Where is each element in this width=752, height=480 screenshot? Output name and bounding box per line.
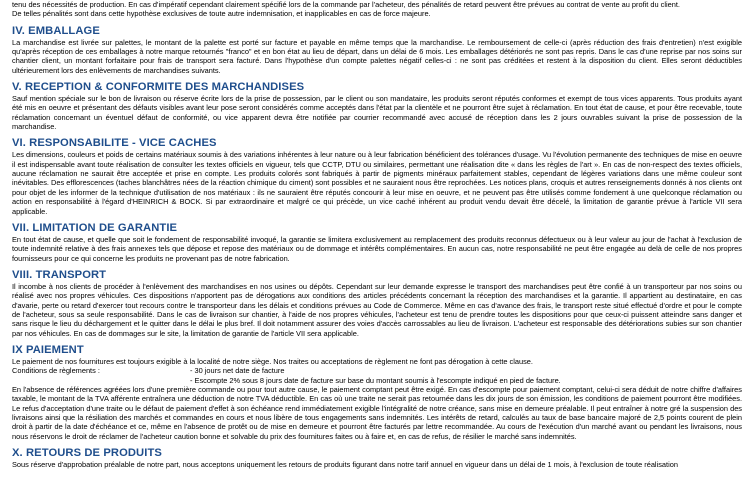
section-responsabilite [12, 137, 742, 215]
section-paragraph: Il incombe à nos clients de procéder à l'enlèvement des marchandises en nos usines ou dépôts. Cependant sur leur demande expresse le transport des marchandises peut être confié à un transporteur par nos soins ou réalisé avec nos propres véhicules. Ces dispositions n'apportent pas de dérogations aux conditions des articles précédents concernant la réception des marchandises et la garantie. Il appartient au destinataire, en cas d'avarie, perte ou retard d'exercer tout recours contre le transporteur dans les délais et conditions prévues au Code de Commerce. Même en cas d'avance des frais, le transport reste situé effectué d'ordre et pour le compte de l'acheteur, sous sa seule responsabilité. Dans le cas de livraison sur chantier, à l'aide de nos propres véhicules, l'acheteur est tenu de prendre toutes les dispositions pour que ceux-ci puissent atteindre sans danger et sans risque le lieu du déchargement et le quitter dans le délai le plus bref. Il doit notamment assurer des voies d'accès carrossables au lieu de livraison. L'acheteur est responsable des détériorations subies sur son chantier par nos véhicules. En cas de dommages sur le site, la limitation de garantie de l'article VII sera applicable. [12, 281, 742, 338]
intro-text [12, 0, 742, 19]
section-paragraph: Sauf mention spéciale sur le bon de livraison ou réserve écrite lors de la prise de possession, par le client ou son mandataire, les produits seront réputés conformes et exempt de tous vices apparents. Tous produits ayant été mis en oeuvre et présentant des défauts visibles avant leur pose seront considérés comme acceptés dans l'état par la clientèle et ne pourront être sujet à réclamation. En tout état de cause, et pour être recevable, toute réclamation concernant un éventuel défaut de conformité, ou vice apparent devra être notifiée par courrier recommandé avec accusé de réception dans les 2 jours ouvrables suivant la prise de possession de la marchandise. [12, 94, 742, 132]
section-paragraph: Sous réserve d'approbation préalable de notre part, nous acceptons uniquement les retours de produits figurant dans notre tarif annuel en vigueur dans un délai de 1 mois, à l'exclusion de toute réalisation [12, 460, 678, 470]
conditions-label: Conditions de règlements : [12, 366, 100, 376]
section-paragraph: En tout état de cause, et quelle que soit le fondement de responsabilité invoqué, la garantie se limitera exclusivement au remplacement des produits reconnus défectueux ou à leur valeur au jour de l'achat à l'exclusion de toute indemnité relative à des frais annexes tels que dépose et repose des matériaux ou de dommage et intérêts complémentaires. En aucun cas, notre responsabilité ne peut être engagée au delà de celle de nos propres fournisseurs pour ce qui concerne les produits ne provenant pas de notre fabrication. [12, 234, 742, 263]
section-paragraph: Les dimensions, couleurs et poids de certains matériaux soumis à des variations inhérentes à leur nature ou à leur fabrication bénéficient des tolérances d'usage. Vu l'évolution permanente des techniques de mise en oeuvre il est indispensable avant toute réalisation de consulter les textes officiels en vigueur, tels que CCTP, DTU ou similaires, permettant une réalisation dite « dans les règles de l'art ». En cas de non-respect des textes officiels, aucune réclamation ne saurait être acceptée et prise en compte. Les produits colorés sont fabriqués à partir de pigments minéraux parfaitement stables, cependant de légères variations dans une même couleur sont inévitables. Des efflorescences (taches blanchâtres nées de la réaction chimique du ciment) sont possibles et ne sauraient nous être reprochées. Les notices plans, croquis et autres renseignements donnés à nos clients ont pour objet de les informer de la technique d'utilisation de nos matériaux : ils ne sauraient être réputés concourir à leur mise en oeuvre, et ne peuvent pas être utilisés comme fondement à une quelconque réclamation ou action en responsabilité à l'égard d'HEINRICH & BOCK. Si par extraordinaire et malgré ce qui précède, un vice caché inhérent au produit vendu devait être décelé, la limitation de garantie prévue à l'article VII sera applicable. [12, 150, 742, 216]
section-title: VII. LIMITATION DE GARANTIE [12, 221, 178, 234]
intro-line: tenu des nécessités de production. En cas d'impératif cependant clairement spécifié lors de la commande par l'acheteur, des pénalités de retard peuvent être prévues au contrat de vente au profit du client. [12, 0, 680, 9]
section-paragraph: En l'absence de références agréées lors d'une première commande ou pour tout autre cause, le paiement comptant peut être exigé. En cas d'escompte pour paiement comptant, celui-ci sera déduit de notre chiffre d'affaires taxable, le montant de la TVA afférente entraînera une déduction de notre TVA déductible. En cas où une traite ne serait pas retournée dans les dix jours de son émission, les conditions de paiement pourront être modifiées. Le refus d'acceptation d'une traite ou le défaut de paiement d'effet à son échéance rend immédiatement exigible l'intégralité de notre créance, sans mise en demeure préalable. Il peut entraîner à notre gré la suspension des livraisons ainsi que la résiliation des marchés et commandes en cours et nous libère de tous engagements sans indemnités. Les intérêts de retard, calculés au taux de base bancaire majoré de 2,5 points courent de plein droit à partir de la date d'échéance et ce, même en l'absence de protêt ou de mise en demeure et pourront être facturés par lettre recommandée. Au cours de l'exécution d'un marché avant ou pendant les livraisons, nous nous réservons le droit de réclamer de l'acheteur caution bonne et solvable du prix des fournitures faites ou à faire et, en cas de refus, de résilier le marché sans indemnités. [12, 384, 742, 441]
section-title: IX PAIEMENT [12, 343, 84, 356]
condition-item: - Escompte 2% sous 8 jours date de facture sur base du montant soumis à l'escompte indiqué en pied de facture. [190, 375, 561, 385]
section-retours [12, 447, 742, 469]
section-garantie [12, 222, 742, 263]
section-title: V. RECEPTION & CONFORMITE DES MARCHANDISES [12, 81, 305, 94]
section-title: VI. RESPONSABILITE - VICE CACHES [12, 137, 217, 150]
section-paiement [12, 344, 742, 441]
payment-conditions [12, 366, 561, 385]
section-emballage [12, 25, 742, 75]
condition-item: - 30 jours net date de facture [190, 366, 285, 376]
section-paragraph: La marchandise est livrée sur palettes, le montant de la palette est porté sur facture et payable en même temps que la marchandise. Le remboursement de celle-ci (après réduction des frais d'entretien) n'est exigible qu'après réception de ces emballages à notre marque retournés "franco" et en bon état au lieu de départ, dans un délai de 6 mois. Les emballages détériorés ne sont pas repris. Dans le cas d'une reprise par nos soins sur chantier client, un montant forfaitaire pour frais de transport sera facturé. Dans l'hypothèse d'un compte palettes négatif celles-ci : ne sont pas créditées et restent à la disposition du client. Elles seront déductibles ultérieurement lors des enlèvements de marchandises suivants. [12, 37, 742, 75]
section-reception [12, 81, 742, 131]
intro-line: De telles pénalités sont dans cette hypothèse exclusives de toute autre indemnisation, et inapplicables en cas de force majeure. [12, 9, 431, 19]
section-title: X. RETOURS DE PRODUITS [12, 447, 162, 460]
section-title: VIII. TRANSPORT [12, 268, 107, 281]
section-title: IV. EMBALLAGE [12, 24, 100, 37]
section-paragraph: Le paiement de nos fournitures est toujours exigible à la localité de notre siège. Nos traites ou acceptations de règlement ne font pas dérogation à cette clause. [12, 356, 533, 366]
section-transport [12, 269, 742, 338]
